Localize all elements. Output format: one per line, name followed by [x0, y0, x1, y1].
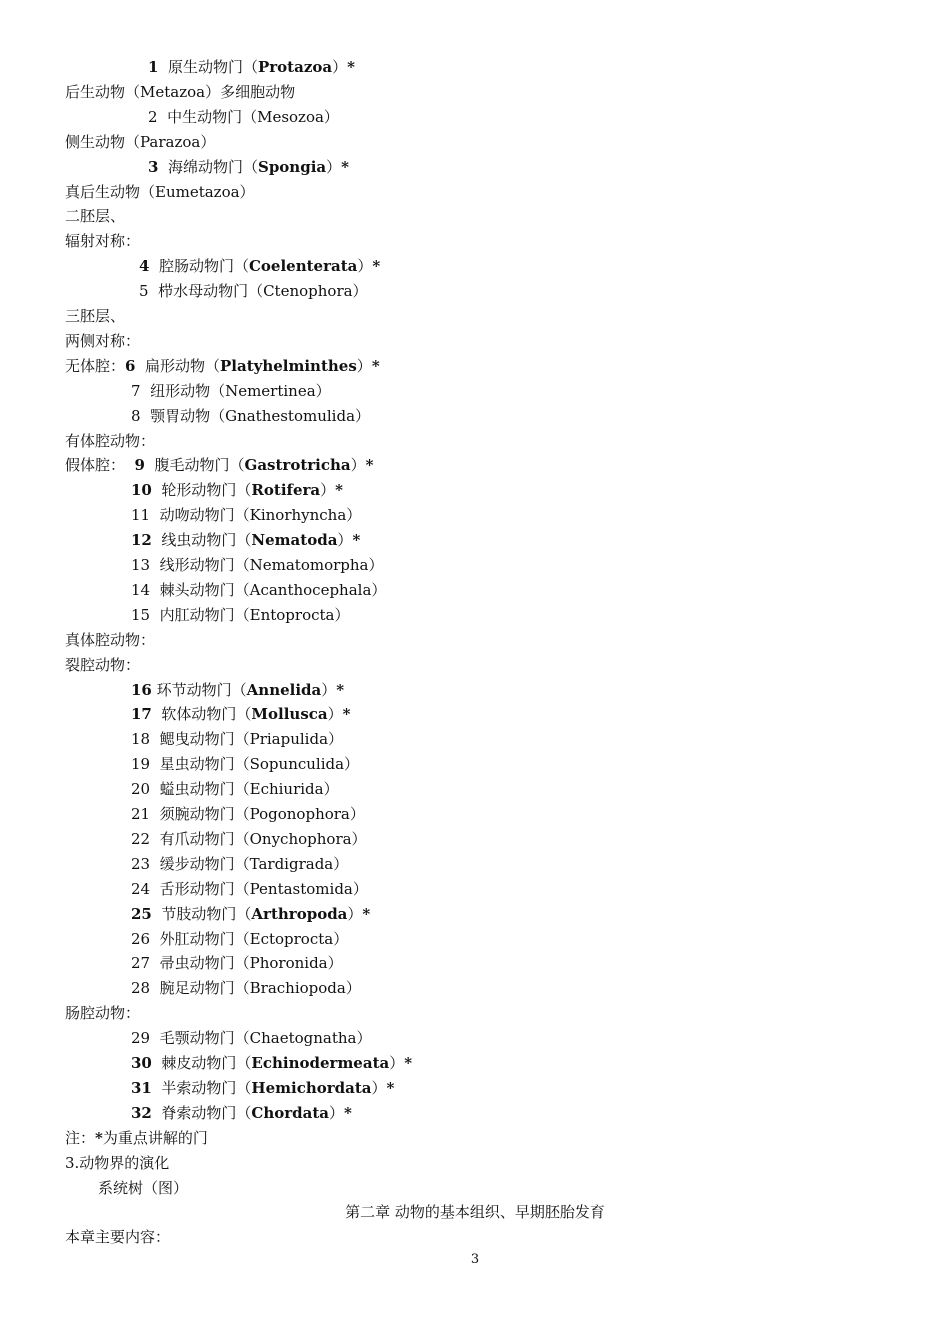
list-line	[131, 754, 359, 774]
list-line	[131, 605, 349, 625]
line-text: *	[371, 356, 380, 375]
list-line	[65, 455, 374, 475]
list-line	[131, 953, 343, 973]
line-text: 原生动物门（	[158, 58, 258, 76]
line-text: 腔肠动物门（	[149, 257, 249, 276]
line-text: 26 外肛动物门（Ectoprocta）	[131, 929, 349, 948]
list-line	[65, 132, 215, 152]
list-line	[131, 680, 344, 700]
line-text: 16	[131, 680, 152, 699]
list-line	[131, 854, 348, 874]
line-text: Annelida	[246, 680, 322, 699]
line-text: ）	[371, 1078, 387, 1097]
list-line	[131, 555, 383, 575]
line-text: 棘皮动物门（	[151, 1054, 252, 1072]
line-text: Coelenterata	[248, 257, 358, 276]
line-text: 18 鳃曳动物门（Priapulida）	[131, 730, 344, 749]
line-text: 22 有爪动物门（Onychophora）	[131, 829, 367, 848]
line-text: ）	[326, 157, 342, 176]
list-line	[65, 1128, 208, 1148]
line-text: ）	[356, 356, 372, 375]
line-text: 4	[139, 257, 150, 276]
line-text: 11 动吻动物门（Kinorhyncha）	[131, 506, 362, 525]
list-line	[131, 1103, 352, 1123]
line-text: 9	[134, 456, 145, 475]
line-text: ）	[350, 456, 366, 475]
list-line	[131, 505, 361, 525]
line-text: 假体腔：	[65, 456, 135, 475]
line-text: Hemichordata	[251, 1078, 372, 1097]
line-text: 脊索动物门（	[151, 1103, 252, 1122]
page-number: 3	[470, 1252, 480, 1267]
line-text: *	[372, 257, 381, 276]
line-text: 1	[148, 58, 159, 76]
line-text: *	[95, 1128, 103, 1147]
line-text: 3.动物界的演化	[65, 1153, 170, 1172]
list-line	[65, 82, 295, 102]
line-text: 24 舌形动物门（Pentastomida）	[131, 879, 368, 898]
list-line	[131, 1053, 412, 1073]
list-line	[65, 630, 155, 650]
line-text: 2 中生动物门（Mesozoa）	[148, 107, 339, 126]
line-text: 3	[148, 157, 159, 176]
line-text: 线虫动物门（	[151, 531, 252, 550]
list-line	[131, 929, 348, 949]
line-text: 海绵动物门（	[158, 157, 258, 176]
line-text: 23 缓步动物门（Tardigrada）	[131, 854, 349, 873]
line-text: *	[365, 456, 374, 475]
line-text: Rotifera	[251, 481, 321, 500]
line-text: ）	[332, 58, 348, 76]
line-text: 三胚层、	[65, 307, 126, 325]
list-line	[65, 206, 125, 226]
line-text: Gastrotricha	[244, 456, 351, 475]
list-line	[65, 356, 380, 376]
line-text: 两侧对称：	[65, 331, 141, 350]
line-text: 环节动物门（	[151, 680, 247, 699]
line-text: 32	[131, 1103, 152, 1122]
line-text: 肠腔动物：	[65, 1004, 141, 1023]
line-text: 6	[125, 356, 136, 375]
list-line	[65, 182, 255, 202]
line-text: ）	[347, 904, 363, 923]
line-text: *	[404, 1054, 413, 1072]
line-text: 19 星虫动物门（Sopunculida）	[131, 755, 360, 774]
line-text: 侧生动物（Parazoa）	[65, 132, 216, 151]
chapter-title: 第二章 动物的基本组织、早期胚胎发育	[345, 1203, 605, 1221]
list-line	[131, 406, 370, 426]
list-line	[131, 480, 343, 500]
line-text: Mollusca	[251, 705, 328, 724]
line-text: 节肢动物门（	[151, 904, 252, 923]
list-line	[131, 1028, 371, 1048]
line-text: 真体腔动物：	[65, 630, 156, 649]
list-line	[131, 904, 370, 924]
line-text: ）	[337, 531, 353, 550]
line-text: Echinodermeata	[251, 1054, 390, 1072]
line-text: 20 螠虫动物门（Echiurida）	[131, 780, 339, 799]
line-text: 有体腔动物：	[65, 431, 156, 450]
line-text: Arthropoda	[251, 904, 348, 923]
line-text: 12	[131, 531, 152, 550]
line-text: 辐射对称：	[65, 232, 141, 251]
line-text: 27 帚虫动物门（Phoronida）	[131, 954, 343, 973]
list-line	[139, 281, 368, 301]
line-text: ）	[357, 257, 373, 276]
list-line	[131, 704, 351, 724]
line-text: *	[347, 58, 355, 76]
line-text: 扁形动物（	[135, 356, 220, 375]
list-line	[131, 530, 360, 550]
list-line	[65, 1153, 169, 1173]
line-text: *	[336, 680, 345, 699]
chapter-intro: 本章主要内容：	[65, 1228, 171, 1246]
line-text: Chordata	[251, 1103, 330, 1122]
line-text: 13 线形动物门（Nematomorpha）	[131, 556, 384, 574]
line-text: *	[335, 481, 344, 500]
line-text: Platyhelminthes	[220, 356, 357, 375]
line-text: 后生动物（Metazoa）多细胞动物	[65, 82, 296, 101]
line-text: *	[342, 705, 351, 724]
list-line	[148, 107, 339, 127]
line-text: Protazoa	[257, 58, 333, 76]
line-text: *	[341, 157, 349, 176]
line-text: 腹毛动物门（	[144, 456, 245, 475]
line-text: 无体腔：	[65, 356, 126, 375]
line-text: 28 腕足动物门（Brachiopoda）	[131, 979, 361, 998]
line-text: 21 须腕动物门（Pogonophora）	[131, 805, 365, 823]
list-line	[65, 331, 140, 351]
line-text: 为重点讲解的门	[102, 1128, 208, 1147]
list-line	[131, 804, 365, 824]
line-text: ）	[321, 680, 337, 699]
list-line	[131, 1078, 394, 1098]
list-line	[148, 57, 355, 77]
line-text: ）	[389, 1054, 405, 1072]
line-text: 5 栉水母动物门（Ctenophora）	[139, 282, 368, 301]
list-line	[65, 431, 155, 451]
line-text: 二胚层、	[65, 207, 126, 226]
line-text: 29 毛颚动物门（Chaetognatha）	[131, 1029, 372, 1048]
list-line	[131, 381, 331, 401]
line-text: 软体动物门（	[151, 705, 252, 724]
list-line	[139, 256, 380, 276]
list-line	[65, 231, 140, 251]
line-text: 17	[131, 705, 152, 724]
list-line	[131, 779, 339, 799]
line-text: *	[386, 1078, 395, 1097]
line-text: *	[352, 531, 361, 550]
line-text: 14 棘头动物门（Acanthocephala）	[131, 580, 387, 599]
list-line	[65, 655, 140, 675]
line-text: 25	[131, 904, 152, 923]
list-line	[98, 1178, 188, 1198]
list-line	[131, 978, 361, 998]
line-text: 7 纽形动物（Nemertinea）	[131, 381, 331, 400]
line-text: 8 颚胃动物（Gnathestomulida）	[131, 406, 371, 425]
line-text: 注：	[65, 1128, 96, 1147]
list-line	[148, 157, 349, 177]
list-line	[65, 1003, 140, 1023]
line-text: *	[344, 1103, 352, 1122]
line-text: 10	[131, 481, 152, 500]
list-line	[65, 306, 125, 326]
line-text: 轮形动物门（	[151, 481, 252, 500]
line-text: 真后生动物（Eumetazoa）	[65, 182, 255, 201]
list-line	[131, 580, 386, 600]
line-text: ）	[329, 1103, 345, 1122]
list-line	[131, 879, 368, 899]
line-text: 15 内肛动物门（Entoprocta）	[131, 605, 350, 624]
line-text: ）	[320, 481, 336, 500]
line-text: 31	[131, 1078, 152, 1097]
line-text: Spongia	[257, 157, 327, 176]
list-line	[131, 729, 343, 749]
line-text: ）	[327, 705, 343, 724]
line-text: Nematoda	[251, 531, 338, 550]
line-text: 裂腔动物：	[65, 655, 141, 674]
line-text: 30	[131, 1054, 152, 1072]
line-text: *	[362, 904, 371, 923]
list-line	[131, 829, 367, 849]
line-text: 半索动物门（	[151, 1078, 252, 1097]
line-text: 系统树（图）	[98, 1178, 189, 1197]
